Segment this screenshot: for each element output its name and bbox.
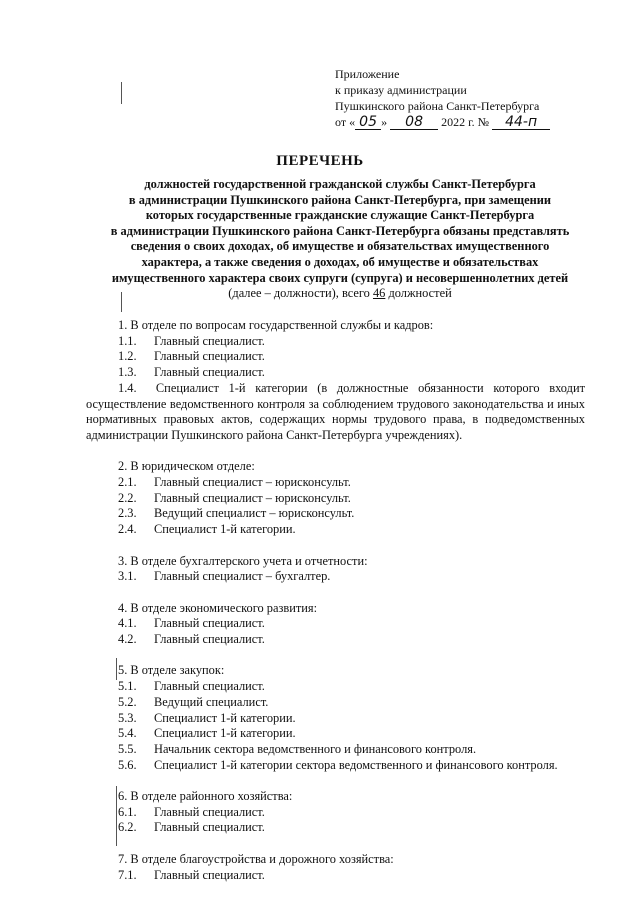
item-text: Главный специалист. — [154, 616, 265, 631]
handwritten-day: 05 — [355, 116, 381, 130]
section-gap — [118, 773, 585, 789]
item-text: Специалист 1-й категории (в должностные обязанности которого входит осуществление ведомственного контроля за соблюдением трудового законодательства и иных нормативных правовых актов, содержащих нормы трудового права, в подведомственных администрации Пушкинского района Санкт-Петербурга учреждениях). — [86, 380, 585, 442]
subtitle-line: имущественного характера своих супруги (супруга) и несовершеннолетних детей — [111, 270, 569, 285]
list-item — [118, 868, 585, 884]
item-number: 5.1. — [118, 679, 137, 694]
item-text: Специалист 1-й категории. — [154, 710, 296, 725]
item-text: Специалист 1-й категории. — [154, 522, 296, 537]
scan-margin-mark — [121, 82, 122, 104]
list-item — [118, 616, 585, 632]
item-number: 1.4. — [118, 380, 137, 395]
list-item — [118, 805, 585, 821]
item-text: Главный специалист. — [154, 365, 265, 380]
list-item — [118, 506, 585, 522]
document-title: ПЕРЕЧЕНЬ — [276, 153, 364, 169]
section-gap — [118, 836, 585, 852]
section-heading: 6. В отделе районного хозяйства: — [118, 789, 293, 804]
item-number: 5.6. — [118, 757, 137, 772]
item-text: Главный специалист. — [154, 804, 265, 819]
item-text: Главный специалист. — [154, 632, 265, 647]
item-number: 5.5. — [118, 741, 137, 756]
item-number: 7.1. — [118, 867, 137, 882]
item-number: 1.2. — [118, 349, 137, 364]
subtitle-line: характера, а также сведения о доходах, об имуществе и обязательствах — [141, 254, 539, 269]
section-heading: 7. В отделе благоустройства и дорожного хозяйства: — [118, 851, 394, 866]
position-list — [86, 318, 585, 883]
item-text: Главный специалист. — [154, 820, 265, 835]
item-number: 5.4. — [118, 726, 137, 741]
list-item — [118, 726, 585, 742]
date-prefix: от « — [335, 115, 356, 129]
list-item — [118, 522, 585, 538]
item-number: 1.3. — [118, 365, 137, 380]
section-heading: 3. В отделе бухгалтерского учета и отчетности: — [118, 553, 368, 568]
scan-margin-mark — [121, 292, 122, 312]
date-mid: » — [381, 115, 388, 129]
list-item — [118, 569, 585, 585]
subtitle-line: в администрации Пушкинского района Санкт-Петербурга, при замещении — [128, 192, 552, 207]
annex-line-1: Приложение — [335, 67, 400, 81]
item-text: Главный специалист. — [154, 349, 265, 364]
list-item — [118, 491, 585, 507]
section-gap — [118, 538, 585, 554]
item-number: 1.1. — [118, 333, 137, 348]
section-heading: 1. В отделе по вопросам государственной службы и кадров: — [118, 318, 434, 332]
year-text: 2022 г. № — [441, 115, 490, 129]
section-gap — [118, 444, 585, 460]
list-item — [118, 334, 585, 350]
item-number: 5.2. — [118, 694, 137, 709]
total-prefix: (далее – должности), всего — [228, 286, 373, 301]
section-heading: 5. В отделе закупок: — [118, 663, 225, 678]
subtitle-line: которых государственные гражданские служащие Санкт-Петербурга — [145, 208, 535, 223]
item-text: Главный специалист. — [154, 867, 265, 882]
item-number: 4.1. — [118, 616, 137, 631]
item-number: 2.4. — [118, 522, 137, 537]
item-text: Начальник сектора ведомственного и финансового контроля. — [154, 741, 477, 756]
item-number: 5.3. — [118, 710, 137, 725]
item-number: 2.1. — [118, 475, 137, 490]
annex-header — [335, 66, 550, 130]
section-gap — [118, 648, 585, 664]
item-text: Главный специалист. — [154, 333, 265, 348]
item-number: 6.2. — [118, 820, 137, 835]
item-text: Главный специалист – бухгалтер. — [154, 569, 331, 584]
item-number: 4.2. — [118, 632, 137, 647]
annex-line-2: к приказу администрации — [335, 83, 467, 97]
total-count: 46 — [372, 286, 386, 301]
item-text: Ведущий специалист. — [154, 694, 269, 709]
subtitle-line: сведения о своих доходах, об имуществе и обязательствах имущественного — [130, 239, 550, 254]
annex-line-3: Пушкинского района Санкт-Петербурга — [335, 99, 540, 113]
list-item — [118, 742, 585, 758]
total-suffix: должностей — [385, 286, 452, 301]
item-text: Специалист 1-й категории. — [154, 726, 296, 741]
list-item — [118, 820, 585, 836]
list-item-paragraph — [86, 381, 585, 444]
list-item — [118, 695, 585, 711]
handwritten-month: 08 — [390, 116, 438, 130]
item-number: 2.3. — [118, 506, 137, 521]
subtitle-line: должностей государственной гражданской службы Санкт-Петербурга — [144, 177, 536, 191]
subtitle-total-line — [95, 286, 585, 302]
annex-date-line — [335, 114, 550, 130]
list-item — [118, 632, 585, 648]
document-subtitle — [95, 177, 585, 302]
list-item — [118, 679, 585, 695]
item-number: 6.1. — [118, 804, 137, 819]
item-text: Главный специалист. — [154, 679, 265, 694]
handwritten-number: 44-п — [492, 116, 550, 130]
item-text: Специалист 1-й категории сектора ведомственного и финансового контроля. — [154, 757, 558, 772]
section-gap — [118, 585, 585, 601]
section-heading: 2. В юридическом отделе: — [118, 459, 255, 474]
subtitle-line: в администрации Пушкинского района Санкт-Петербурга обязаны представлять — [110, 223, 570, 238]
list-item — [118, 475, 585, 491]
section-heading: 4. В отделе экономического развития: — [118, 600, 318, 615]
scan-margin-mark — [116, 658, 117, 680]
item-text: Ведущий специалист – юрисконсульт. — [154, 506, 355, 521]
item-text: Главный специалист – юрисконсульт. — [154, 490, 351, 505]
list-item — [118, 711, 585, 727]
list-item — [118, 349, 585, 365]
item-number: 3.1. — [118, 569, 137, 584]
scan-margin-mark — [116, 786, 117, 846]
item-number: 2.2. — [118, 490, 137, 505]
list-item — [118, 758, 585, 774]
list-item — [118, 365, 585, 381]
item-text: Главный специалист – юрисконсульт. — [154, 475, 351, 490]
